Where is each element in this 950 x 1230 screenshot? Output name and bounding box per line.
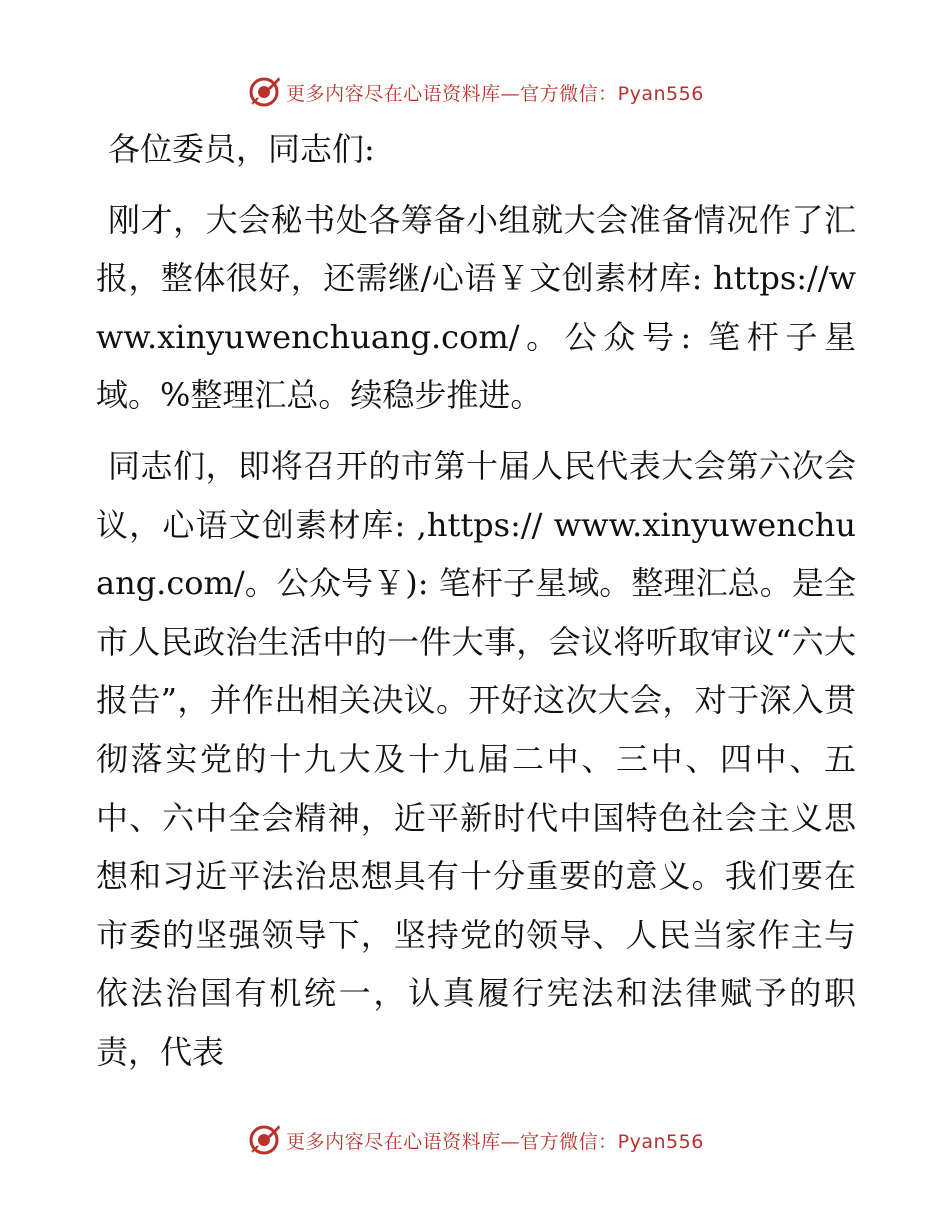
body-paragraph: 同志们，即将召开的市第十届人民代表大会第六次会议，心语文创素材库: ,https:// www.xinyuwenchuang.com/。公众号￥): 笔杆子星域。整理汇总。是全市人民政治生活中的一件大事，会议将听取审议“六大报告”，并作出相关决议。开好这次大会，对于深入贯彻落实党的十九大及十九届二中、三中、四中、五中、六中全会精神，近平新时代中国特色社会主义思想和习近平法治思想具有十分重要的意义。我们要在市委的坚强领导下，坚持党的领导、人民当家作主与依法治国有机统一，认真履行宪法和法律赋予的职责，代表 [96,446,856,1071]
footer-watermark [0,1120,950,1160]
header-watermark [0,72,950,112]
body-paragraph: 刚才，大会秘书处各筹备小组就大会准备情况作了汇报，整体很好，还需继/心语￥文创素材库: https://www.xinyuwenchuang.com/。公众号: 笔杆子星域。%整理汇总。续稳步推进。 [96,200,856,415]
greeting-paragraph: 各位委员，同志们: [108,130,375,168]
watermark-text: 更多内容尽在心语资料库—官方微信：Pyan556 [286,1130,704,1153]
watermark-handle: Pyan556 [617,82,704,105]
watermark-text: 更多内容尽在心语资料库—官方微信：Pyan556 [286,82,704,105]
quill-seal-icon [246,1122,282,1158]
quill-seal-icon [246,74,282,110]
document-body [96,120,856,1082]
watermark-handle: Pyan556 [617,1130,704,1153]
